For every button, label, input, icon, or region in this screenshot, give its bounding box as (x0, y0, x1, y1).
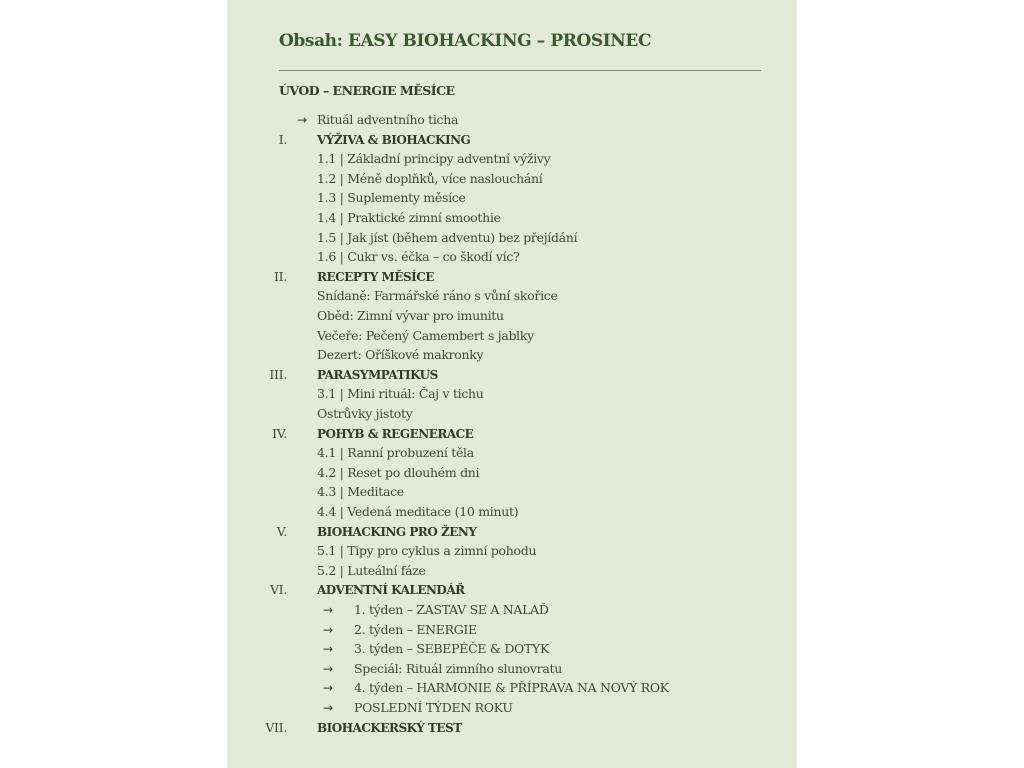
toc-page (227, 0, 797, 768)
toc-subitem-label: 1.6 | Cukr vs. éčka – co škodí víc? (317, 249, 520, 265)
toc-week-item (227, 698, 787, 718)
section-number: IV. (272, 425, 287, 441)
toc-subitem-label: Ostrůvky jistoty (317, 406, 413, 421)
toc-subitem (227, 247, 787, 267)
arrow-right-icon: → (297, 113, 307, 127)
section-number: I. (278, 131, 287, 147)
toc-subitem (227, 463, 787, 483)
toc-subitem (227, 561, 787, 581)
toc-subitem (227, 404, 787, 424)
toc-section-item (227, 130, 787, 150)
toc-subitem (227, 149, 787, 169)
toc-subitem (227, 188, 787, 208)
toc-subitem-label: 5.2 | Luteální fáze (317, 562, 426, 578)
toc-subitem-label: 4.3 | Meditace (317, 484, 404, 500)
section-title: ADVENTNÍ KALENDÁŘ (317, 583, 465, 598)
arrow-right-icon: → (323, 661, 333, 676)
toc-subitem-label: 1.4 | Praktické zimní smoothie (317, 210, 501, 225)
toc-section-item (227, 365, 787, 385)
section-title: BIOHACKERSKÝ TEST (317, 720, 462, 735)
toc-week-item (227, 600, 787, 620)
toc-subitem (227, 306, 787, 326)
toc-subitem (227, 208, 787, 228)
toc-subitem-label: Snídaně: Farmářské ráno s vůní skořice (317, 288, 558, 304)
toc-week-item (227, 659, 787, 679)
toc-subitem-label: 4.2 | Reset po dlouhém dni (317, 464, 480, 480)
toc-item-label: 4. týden – HARMONIE & PŘÍPRAVA NA NOVÝ ROK (354, 680, 669, 696)
toc-item-label: Rituál adventního ticha (317, 112, 459, 127)
toc-subitem-label: 1.5 | Jak jíst (během adventu) bez přejídání (317, 229, 578, 245)
toc-subitem (227, 286, 787, 306)
toc-section-item (227, 718, 787, 738)
intro-heading: ÚVOD – ENERGIE MĚSÍCE (279, 83, 455, 98)
toc-section-item (227, 267, 787, 287)
toc-subitem (227, 326, 787, 346)
toc-item-label: 2. týden – ENERGIE (354, 621, 477, 637)
toc-subitem (227, 345, 787, 365)
toc-subitem-label: Dezert: Oříškové makronky (317, 347, 484, 363)
section-title: BIOHACKING PRO ŽENY (317, 524, 477, 539)
toc-subitem-label: 1.2 | Méně doplňků, více naslouchání (317, 170, 543, 186)
toc-week-item (227, 639, 787, 659)
toc-section-item (227, 580, 787, 600)
section-number: V. (276, 523, 287, 539)
toc-week-item (227, 678, 787, 698)
toc-item-label: 1. týden – ZASTAV SE A NALAĎ (354, 602, 549, 617)
toc-section-item (227, 424, 787, 444)
toc-subitem-label: 5.1 | Tipy pro cyklus a zimní pohodu (317, 543, 537, 559)
section-number: III. (269, 366, 287, 382)
section-title: RECEPTY MĚSÍCE (317, 269, 434, 284)
arrow-right-icon: → (323, 622, 333, 637)
toc-section-item (227, 522, 787, 542)
toc-subitem-label: 4.4 | Vedená meditace (10 minut) (317, 504, 519, 519)
arrow-right-icon: → (323, 681, 333, 696)
toc-subitem-label: 3.1 | Mini rituál: Čaj v tichu (317, 386, 484, 402)
toc-subitem (227, 502, 787, 522)
toc-item-label: 3. týden – SEBEPÉČE & DOTYK (354, 641, 550, 657)
section-number: VII. (265, 719, 287, 735)
section-title: VÝŽIVA & BIOHACKING (317, 132, 471, 147)
toc-subitem (227, 228, 787, 248)
section-number: VI. (269, 582, 287, 598)
toc-subitem-label: 1.3 | Suplementy měsíce (317, 190, 466, 206)
section-number: II. (274, 268, 287, 284)
arrow-right-icon: → (323, 642, 333, 657)
section-title: PARASYMPATIKUS (317, 367, 438, 382)
toc-subitem (227, 443, 787, 463)
toc-subitem-label: Večeře: Pečený Camembert s jablky (317, 327, 534, 343)
toc-subitem-label: 1.1 | Základní principy adventní výživy (317, 151, 551, 167)
toc-item-label: Speciál: Rituál zimního slunovratu (354, 660, 562, 676)
toc-week-item (227, 620, 787, 640)
toc-subitem (227, 384, 787, 404)
toc-subitem (227, 169, 787, 189)
arrow-right-icon: → (323, 603, 333, 617)
toc-subitem-label: 4.1 | Ranní probuzení těla (317, 445, 474, 461)
page-title: Obsah: EASY BIOHACKING – PROSINEC (279, 31, 652, 51)
toc-arrow-item (227, 110, 787, 130)
toc-item-label: POSLEDNÍ TÝDEN ROKU (354, 700, 513, 715)
toc-subitem (227, 541, 787, 561)
section-title: POHYB & REGENERACE (317, 426, 474, 441)
title-divider (279, 70, 761, 71)
toc-subitem-label: Oběd: Zimní vývar pro imunitu (317, 308, 504, 323)
toc-subitem (227, 482, 787, 502)
arrow-right-icon: → (323, 701, 333, 715)
